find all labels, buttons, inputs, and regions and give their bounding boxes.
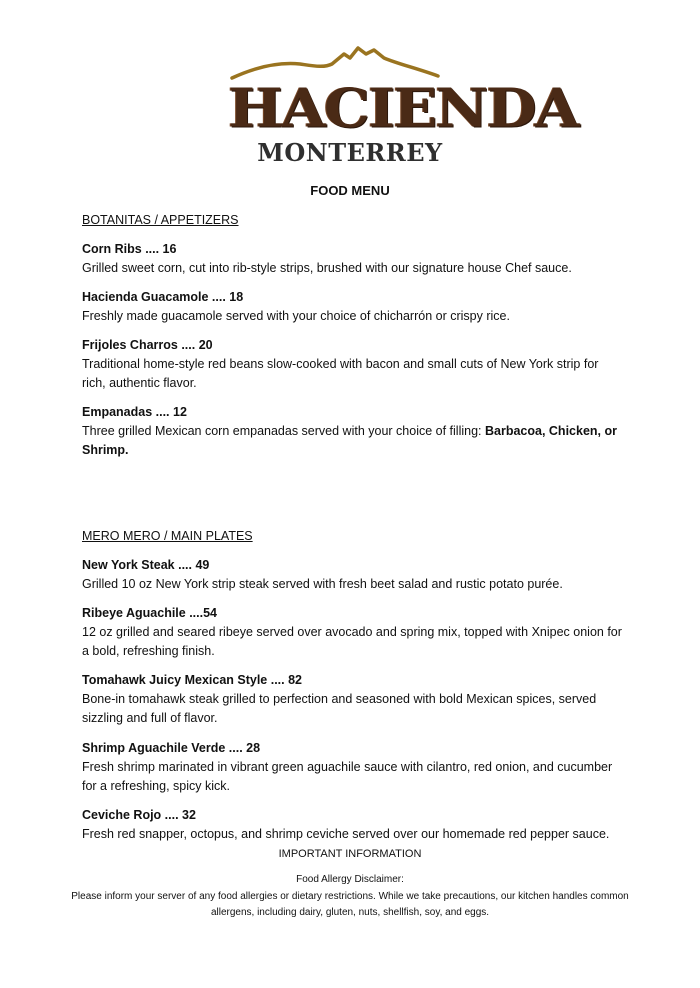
item-name: Shrimp Aguachile Verde .... 28: [82, 741, 261, 755]
item-name: Empanadas .... 12: [82, 405, 187, 419]
item-description: Freshly made guacamole served with your choice of chicharrón or crispy rice.: [82, 309, 510, 323]
item-name: New York Steak .... 49: [82, 558, 210, 572]
menu-item: [82, 605, 622, 661]
disclaimer-text: Please inform your server of any food allergies or dietary restrictions. While we take precautions, our kitchen handles common allergens, including dairy, gluten, nuts, shellfish, soy, and eggs.: [71, 891, 629, 918]
section-heading: BOTANITAS / APPETIZERS: [82, 213, 239, 227]
item-description: Grilled sweet corn, cut into rib-style strips, brushed with our signature house Chef sauce.: [82, 261, 572, 275]
item-description: Fresh red snapper, octopus, and shrimp ceviche served over our homemade red pepper sauce.: [82, 827, 610, 841]
menu-item: [82, 404, 622, 460]
footer-heading: IMPORTANT INFORMATION: [278, 848, 422, 860]
item-name: Hacienda Guacamole .... 18: [82, 290, 244, 304]
logo-wordmark: HACIENDA: [228, 76, 578, 140]
item-filling-options: Barbacoa, Chicken, or Shrimp.: [82, 424, 617, 457]
section-appetizers: [82, 212, 622, 228]
menu-item: [82, 337, 622, 393]
item-description-text: Three grilled Mexican corn empanadas served with your choice of filling:: [82, 424, 485, 438]
item-description: Traditional home-style red beans slow-cooked with bacon and small cuts of New York strip for rich, authentic flavor.: [82, 357, 599, 390]
item-name: Frijoles Charros .... 20: [82, 338, 213, 352]
menu-item: [82, 807, 622, 844]
item-name: Tomahawk Juicy Mexican Style .... 82: [82, 673, 303, 687]
logo-subtitle: MONTERREY: [257, 138, 443, 167]
item-description: Fresh shrimp marinated in vibrant green aguachile sauce with cilantro, red onion, and cucumber for a refreshing, spicy kick.: [82, 760, 613, 793]
item-name: Corn Ribs .... 16: [82, 242, 177, 256]
item-description: [82, 422, 622, 460]
menu-item: [82, 289, 622, 326]
hacienda-monterrey-logo: [228, 44, 578, 168]
menu-item: [82, 241, 622, 278]
item-name: Ribeye Aguachile ....54: [82, 606, 218, 620]
menu-item: [82, 672, 622, 728]
section-main-plates: [82, 528, 622, 544]
menu-item: [82, 557, 622, 594]
page-title: FOOD MENU: [310, 183, 390, 198]
item-name: Ceviche Rojo .... 32: [82, 808, 196, 822]
important-information: [70, 847, 630, 861]
item-description: 12 oz grilled and seared ribeye served over avocado and spring mix, topped with Xnipec onion for a bold, refreshing finish.: [82, 625, 622, 658]
allergy-disclaimer: [70, 873, 630, 921]
item-description: Grilled 10 oz New York strip steak served with fresh beet salad and rustic potato purée.: [82, 577, 563, 591]
disclaimer-title: Food Allergy Disclaimer:: [296, 874, 404, 885]
section-heading: MERO MERO / MAIN PLATES: [82, 529, 253, 543]
item-description: Bone-in tomahawk steak grilled to perfection and seasoned with bold Mexican spices, served sizzling and full of flavor.: [82, 692, 597, 725]
menu-item: [82, 740, 622, 796]
